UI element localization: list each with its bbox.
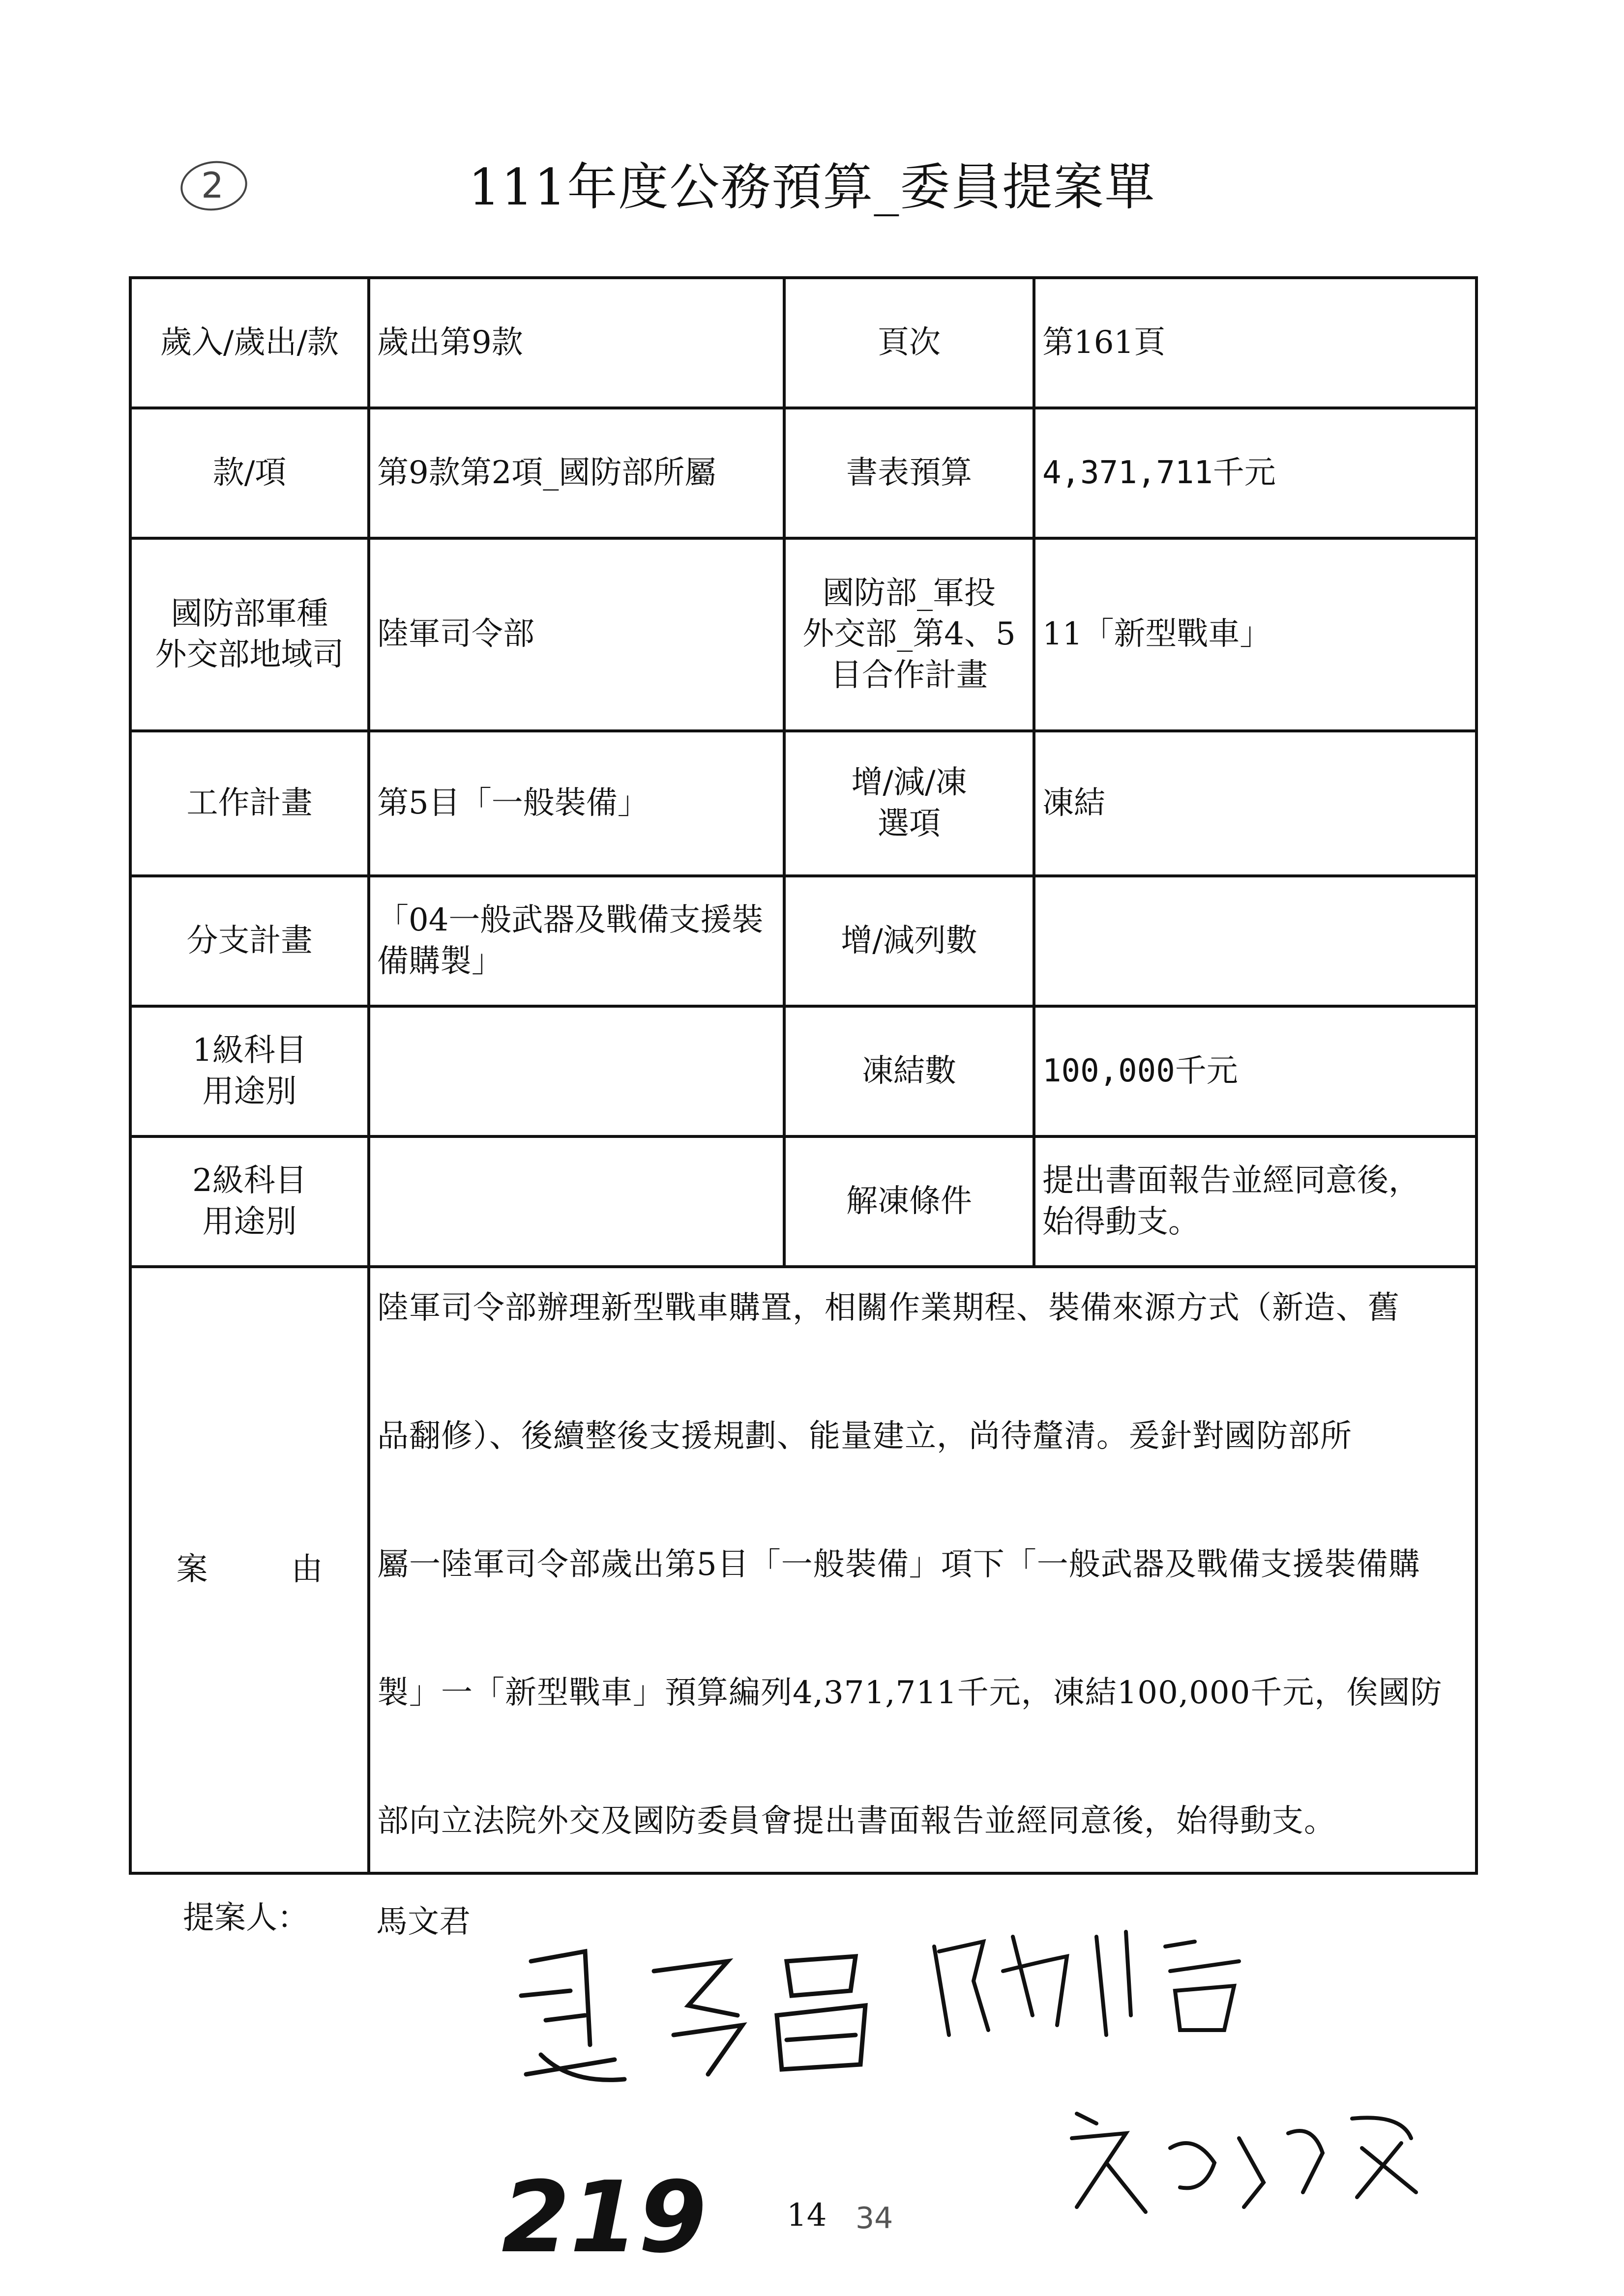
value-level2-subject	[369, 1136, 784, 1267]
value-unfreeze-condition: 提出書面報告並經同意後， 始得動支。	[1034, 1136, 1476, 1267]
handwritten-number	[492, 2158, 707, 2286]
signature-3	[1057, 2094, 1431, 2222]
label-increase-decrease-amount: 增/減列數	[784, 876, 1034, 1006]
row-level2-subject	[130, 1136, 1476, 1267]
proposal-form-table	[129, 276, 1478, 1875]
row-branch-plan	[130, 876, 1476, 1006]
value-reason	[369, 1267, 1476, 1873]
label-work-plan: 工作計畫	[130, 731, 369, 876]
value-frozen-amount: 100,000千元	[1034, 1006, 1476, 1136]
reason-line: 屬一陸軍司令部歲出第5目「一般裝備」項下「一般武器及戰備支援裝備購	[377, 1546, 1420, 1583]
row-department	[130, 538, 1476, 731]
value-item: 第9款第2項_國防部所屬	[369, 408, 784, 538]
value-level1-subject	[369, 1006, 784, 1136]
value-work-plan: 第5目「一般裝備」	[369, 731, 784, 876]
label-budget: 書表預算	[784, 408, 1034, 538]
value-department: 陸軍司令部	[369, 538, 784, 731]
handwritten-number-text: 219	[502, 2160, 707, 2275]
label-branch-plan: 分支計畫	[130, 876, 369, 1006]
value-budget: 4,371,711千元	[1034, 408, 1476, 538]
label-level1-subject: 1級科目 用途別	[130, 1006, 369, 1136]
row-level1-subject	[130, 1006, 1476, 1136]
reason-line: 陸軍司令部辦理新型戰車購置，相關作業期程、裝備來源方式（新造、舊	[377, 1290, 1400, 1326]
label-page: 頁次	[784, 278, 1034, 408]
label-level2-subject: 2級科目 用途別	[130, 1136, 369, 1267]
value-chapter: 歲出第9款	[369, 278, 784, 408]
row-work-plan	[130, 731, 1476, 876]
label-action-option: 增/減/凍 選項	[784, 731, 1034, 876]
row-item	[130, 408, 1476, 538]
value-branch-plan: 「04一般武器及戰備支援裝 備購製」	[369, 876, 784, 1006]
reason-line: 品翻修）、後續整後支援規劃、能量建立，尚待釐清。爰針對國防部所	[377, 1418, 1352, 1454]
circle-mark-number: 2	[201, 165, 224, 206]
reason-line: 製」一「新型戰車」預算編列4,371,711千元，凍結100,000千元，俟國防	[377, 1675, 1443, 1711]
value-cooperation-plan: 11「新型戰車」	[1034, 538, 1476, 731]
proposer-label: 提案人：	[183, 1900, 309, 1936]
document-title: 111年度公務預算_委員提案單	[468, 158, 1156, 217]
label-cooperation-plan: 國防部_軍投 外交部_第4、5 目合作計畫	[784, 538, 1034, 731]
label-frozen-amount: 凍結數	[784, 1006, 1034, 1136]
label-unfreeze-condition: 解凍條件	[784, 1136, 1034, 1267]
signature-1	[511, 1932, 885, 2094]
row-chapter	[130, 278, 1476, 408]
row-reason	[130, 1267, 1476, 1873]
page-number: 14	[787, 2197, 827, 2234]
label-item: 款/項	[130, 408, 369, 538]
label-reason: 案 由	[130, 1267, 369, 1873]
value-page: 第161頁	[1034, 278, 1476, 408]
page-number-handwritten: 34	[856, 2201, 893, 2236]
value-action-option: 凍結	[1034, 731, 1476, 876]
reason-line: 部向立法院外交及國防委員會提出書面報告並經同意後，始得動支。	[377, 1803, 1336, 1839]
label-department: 國防部軍種 外交部地域司	[130, 538, 369, 731]
value-increase-decrease-amount	[1034, 876, 1476, 1006]
signature-2	[919, 1917, 1273, 2045]
proposer-name: 馬文君	[376, 1904, 471, 1940]
label-revenue-expense-chapter: 歲入/歲出/款	[130, 278, 369, 408]
